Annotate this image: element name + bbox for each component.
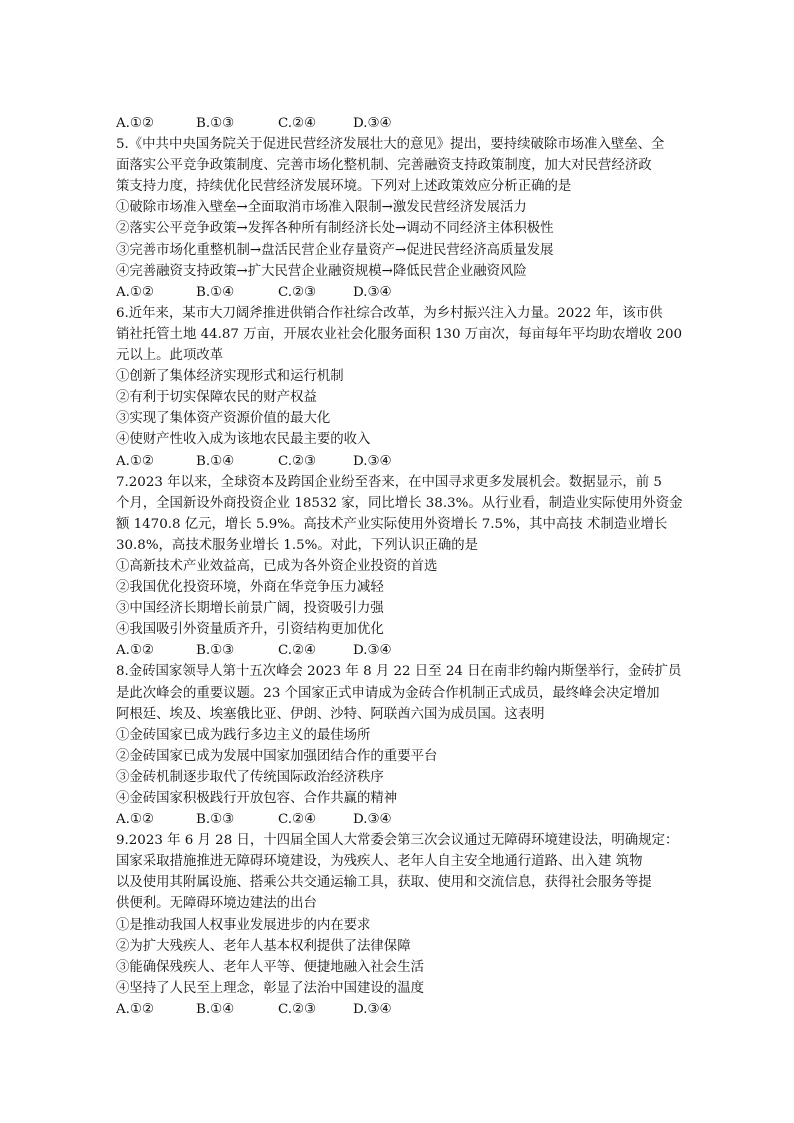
q6-item-4: ④使财产性收入成为该地农民最主要的收入 (116, 432, 371, 448)
q8-item-1: ①金砖国家已成为践行多边主义的最佳场所 (116, 727, 371, 743)
q5-item-4: ④完善融资支持政策→扩大民营企业融资规模→降低民营企业融资风险 (116, 263, 527, 279)
q7-item-2: ②我国优化投资环境，外商在华竞争压力减轻 (116, 580, 384, 596)
q6-item-2: ②有利于切实保障农民的财产权益 (116, 390, 317, 406)
q7-option-a: A.①② (116, 643, 154, 659)
q7-stem-line: 个月，全国新设外商投资企业 18532 家，同比增长 38.3%。从行业看，制造业实际使用外资金 (116, 495, 683, 511)
q8-option-c: C.②④ (278, 812, 317, 828)
q9-option-c: C.②③ (278, 1001, 317, 1017)
q6-option-c: C.②③ (278, 453, 317, 469)
q6-item-3: ③实现了集体资产资源价值的最大化 (116, 411, 331, 427)
q5-option-d: D.③④ (353, 284, 392, 300)
q4-options (116, 113, 696, 134)
q5-item-1: ①破除市场准入壁垒→全面取消市场准入限制→激发民营经济发展活力 (116, 200, 527, 216)
q6-stem-line: 销社托管土地 44.87 万亩，开展农业社会化服务面积 130 万亩次，每亩每年平均助农增收 200 (116, 326, 683, 342)
q4-option-b: B.①③ (196, 116, 235, 131)
q8-item-4: ④金砖国家积极践行开放包容、合作共赢的精神 (116, 791, 398, 806)
q8-item-2: ②金砖国家已成为发展中国家加强团结合作的重要平台 (116, 748, 438, 764)
q6-option-d: D.③④ (353, 453, 392, 469)
q7-stem-line: 额 1470.8 亿元，增长 5.9%。高技术产业实际使用外资增长 7.5%，其中高技 术制造业增长 (116, 516, 668, 532)
q9-option-d: D.③④ (353, 1001, 392, 1017)
q7-option-c: C.②④ (278, 643, 317, 659)
q4-option-d: D.③④ (353, 116, 392, 131)
q6-options (116, 451, 696, 472)
q9-item-1: ①是推动我国人权事业发展进步的内在要求 (116, 917, 371, 933)
question-5 (116, 134, 696, 303)
q7-options (116, 640, 696, 661)
q9-stem-line: 9.2023 年 6 月 28 日，十四届全国人大常委会第三次会议通过无障碍环境建设法，明确规定： (116, 833, 679, 849)
q7-stem-line: 30.8%，高技术服务业增长 1.5%。对此，下列认识正确的是 (116, 537, 479, 553)
q9-option-a: A.①② (116, 1001, 154, 1017)
q8-stem-line: 阿根廷、埃及、埃塞俄比亚、伊朗、沙特、阿联酋六国为成员国。这表明 (116, 706, 545, 722)
q5-item-3: ③完善市场化重整机制→盘活民营企业存量资产→促进民营经济高质量发展 (116, 242, 554, 258)
q5-item-2: ②落实公平竞争政策→发挥各种所有制经济长处→调动不同经济主体积极性 (116, 221, 554, 237)
question-content (116, 113, 696, 1020)
q9-stem-line: 国家采取措施推进无障碍环境建设，为残疾人、老年人自主安全地通行道路、出入建 筑物 (116, 854, 643, 870)
q5-stem-line: 5.《中共中央国务院关于促进民营经济发展壮大的意见》提出，要持续破除市场准入壁垒、全 (116, 137, 665, 153)
q7-item-4: ④我国吸引外资量质齐升，引资结构更加优化 (116, 622, 384, 638)
q8-option-d: D.③④ (353, 812, 392, 828)
q7-item-3: ③中国经济长期增长前景广阔，投资吸引力强 (116, 601, 384, 617)
q8-options (116, 809, 696, 830)
q6-stem-line: 元以上。此项改革 (116, 348, 224, 364)
q8-option-b: B.①③ (196, 812, 235, 828)
q6-option-b: B.①④ (196, 453, 235, 469)
q9-stem-line: 以及使用其附属设施、搭乘公共交通运输工具，获取、使用和交流信息，获得社会服务等提 (116, 875, 652, 891)
q4-option-a: A.①② (116, 116, 154, 131)
q9-option-b: B.①④ (196, 1001, 235, 1017)
q7-item-1: ①高新技术产业效益高，已成为各外资企业投资的首选 (116, 558, 438, 574)
q8-stem-line: 8.金砖国家领导人第十五次峰会 2023 年 8 月 22 日至 24 日在南非约翰内斯堡举行，金砖扩员 (116, 664, 682, 680)
q4-option-c: C.②④ (278, 116, 317, 131)
q5-option-c: C.②③ (278, 284, 317, 300)
q6-stem-line: 6.近年来，某市大刀阔斧推进供销合作社综合改革，为乡村振兴注入力量。2022 年，该市供 (116, 305, 663, 321)
q9-item-4: ④坚持了人民至上理念，彰显了法治中国建设的温度 (116, 980, 424, 996)
q9-options (116, 999, 696, 1020)
q6-item-1: ①创新了集体经济实现形式和运行机制 (116, 369, 344, 385)
q5-option-b: B.①④ (196, 284, 235, 300)
question-7 (116, 472, 696, 662)
q8-item-3: ③金砖机制逐步取代了传统国际政治经济秩序 (116, 769, 384, 785)
q7-option-b: B.①③ (196, 643, 235, 659)
q5-stem-line: 策支持力度，持续优化民营经济发展环境。下列对上述政策效应分析正确的是 (116, 179, 572, 195)
q9-stem-line: 供便利。无障碍环境边建法的出台 (116, 896, 317, 912)
q6-option-a: A.①② (116, 453, 154, 469)
q5-option-a: A.①② (116, 284, 154, 300)
question-8 (116, 661, 696, 830)
q7-stem-line: 7.2023 年以来，全球资本及跨国企业纷至沓来，在中国寻求更多发展机会。数据显示，前 5 (116, 474, 662, 490)
question-9 (116, 830, 696, 1020)
q7-option-d: D.③④ (353, 643, 392, 659)
q5-options (116, 282, 696, 303)
q9-item-2: ②为扩大残疾人、老年人基本权利提供了法律保障 (116, 938, 411, 954)
q8-stem-line: 是此次峰会的重要议题。23 个国家正式申请成为金砖合作机制正式成员，最终峰会决定增加 (116, 685, 660, 701)
q5-stem-line: 面落实公平竞争政策制度、完善市场化整机制、完善融资支持政策制度，加大对民营经济政 (116, 158, 652, 174)
question-6 (116, 303, 696, 472)
q8-option-a: A.①② (116, 812, 154, 828)
q9-item-3: ③能确保残疾人、老年人平等、便捷地融入社会生活 (116, 959, 424, 975)
